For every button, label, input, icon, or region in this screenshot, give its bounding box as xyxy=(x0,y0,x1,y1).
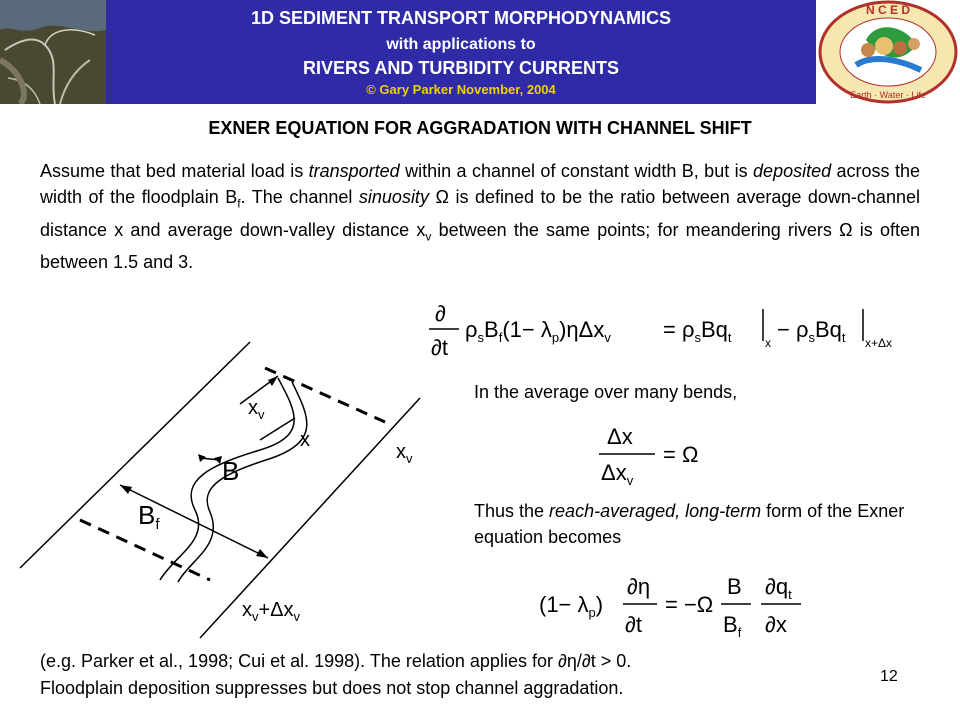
intro-paragraph xyxy=(40,158,920,275)
para-text: between the same points; for meandering rivers Ω is often between 1.5 and 3. xyxy=(40,219,920,273)
para-text: . The channel xyxy=(240,187,359,207)
para-text: Ω is defined to be the ratio between average down-channel distance x and average down-valley distance x xyxy=(40,187,920,240)
channel-floodplain-diagram xyxy=(10,340,450,640)
partial-symbol: ∂ xyxy=(435,301,446,326)
eq3-dx: ∂x xyxy=(765,612,787,637)
partial-t: ∂t xyxy=(431,335,448,360)
slide-title: EXNER EQUATION FOR AGGRADATION WITH CHANNEL SHIFT xyxy=(208,118,752,138)
valley-wall-right xyxy=(200,398,420,638)
para-italic: sinuosity xyxy=(358,187,429,207)
course-title: 1D SEDIMENT TRANSPORT MORPHODYNAMICS xyxy=(250,8,672,28)
channel-bank-right xyxy=(178,382,307,582)
eq1-sub-x: x xyxy=(765,336,771,350)
footnote-line-1: (e.g. Parker et al., 1998; Cui et al. 1998). The relation applies for ∂η/∂t > 0. xyxy=(40,651,632,671)
nced-logo xyxy=(816,0,960,104)
label-xv-right: $x_v$ xyxy=(396,441,413,466)
exner-equation-1 xyxy=(425,295,895,365)
label-xv-dxv: $x_v+\Delta x_v$ xyxy=(242,599,301,624)
label-B: B xyxy=(222,456,240,486)
copyright-text: © Gary Parker November, 2004 xyxy=(366,82,556,97)
para-text: across the width of the floodplain B xyxy=(40,161,920,207)
eq1-rhs: = $\rho_sBq_t$ xyxy=(663,317,732,345)
label-xv-top: $x_v$ xyxy=(248,397,265,422)
eq3-dt: ∂t xyxy=(625,612,642,637)
satellite-delta-image xyxy=(0,0,106,104)
eq2-den: $\Delta x_v$ xyxy=(601,460,634,488)
svg-text:N C E D: N C E D xyxy=(865,3,911,17)
average-text: In the average over many bends, xyxy=(474,382,738,402)
course-subtitle-1: with applications to xyxy=(386,36,536,53)
reach-averaged-exner-equation xyxy=(535,570,825,645)
eq3-Bf: $B_f$ xyxy=(723,612,742,640)
thus-text-italic: reach-averaged, long-term xyxy=(549,501,762,521)
para-italic: transported xyxy=(308,161,400,181)
eq3-eq: = −Ω xyxy=(665,592,714,617)
para-text: within a channel of constant width B, but is xyxy=(399,161,754,181)
para-subscript: f xyxy=(237,196,241,211)
eq3-dqt: $\partial q_t$ xyxy=(765,574,792,602)
eq3-deta: ∂η xyxy=(627,574,651,599)
para-subscript: v xyxy=(425,229,432,244)
eq1-lhs: $\rho_sB_f(1- \lambda_p)\eta\Delta x_v$ xyxy=(465,317,611,345)
footnote xyxy=(40,648,830,702)
footnote-line-2: Floodplain deposition suppresses but does not stop channel aggradation. xyxy=(40,678,624,698)
svg-text:Earth · Water · Life: Earth · Water · Life xyxy=(850,90,926,100)
course-subtitle-2: RIVERS AND TURBIDITY CURRENTS xyxy=(302,58,620,78)
thus-text-1: Thus the xyxy=(474,501,550,521)
eq3-B: B xyxy=(727,574,742,599)
sinuosity-equation xyxy=(595,420,725,490)
cross-section-top xyxy=(265,368,385,422)
label-x: x xyxy=(300,429,310,451)
para-italic: deposited xyxy=(753,161,832,181)
thus-text xyxy=(474,498,914,550)
eq1-rhs-2: − $\rho_sBq_t$ xyxy=(777,317,846,345)
header-banner xyxy=(0,0,960,104)
eq2-rhs: = Ω xyxy=(663,442,699,467)
valley-wall-left xyxy=(20,342,250,568)
x-arrow xyxy=(260,418,295,440)
eq3-porosity: $(1- \lambda_p)$ xyxy=(539,592,604,620)
banner-title-box xyxy=(106,0,816,104)
eq2-num: Δx xyxy=(607,424,633,449)
label-Bf: Bf xyxy=(138,500,160,533)
thus-text-2: form of the Exner equation becomes xyxy=(474,501,905,547)
page-number: 12 xyxy=(880,668,898,685)
para-text: Assume that bed material load is xyxy=(40,161,309,181)
eq1-sub-xdx: x+Δx xyxy=(865,336,893,350)
